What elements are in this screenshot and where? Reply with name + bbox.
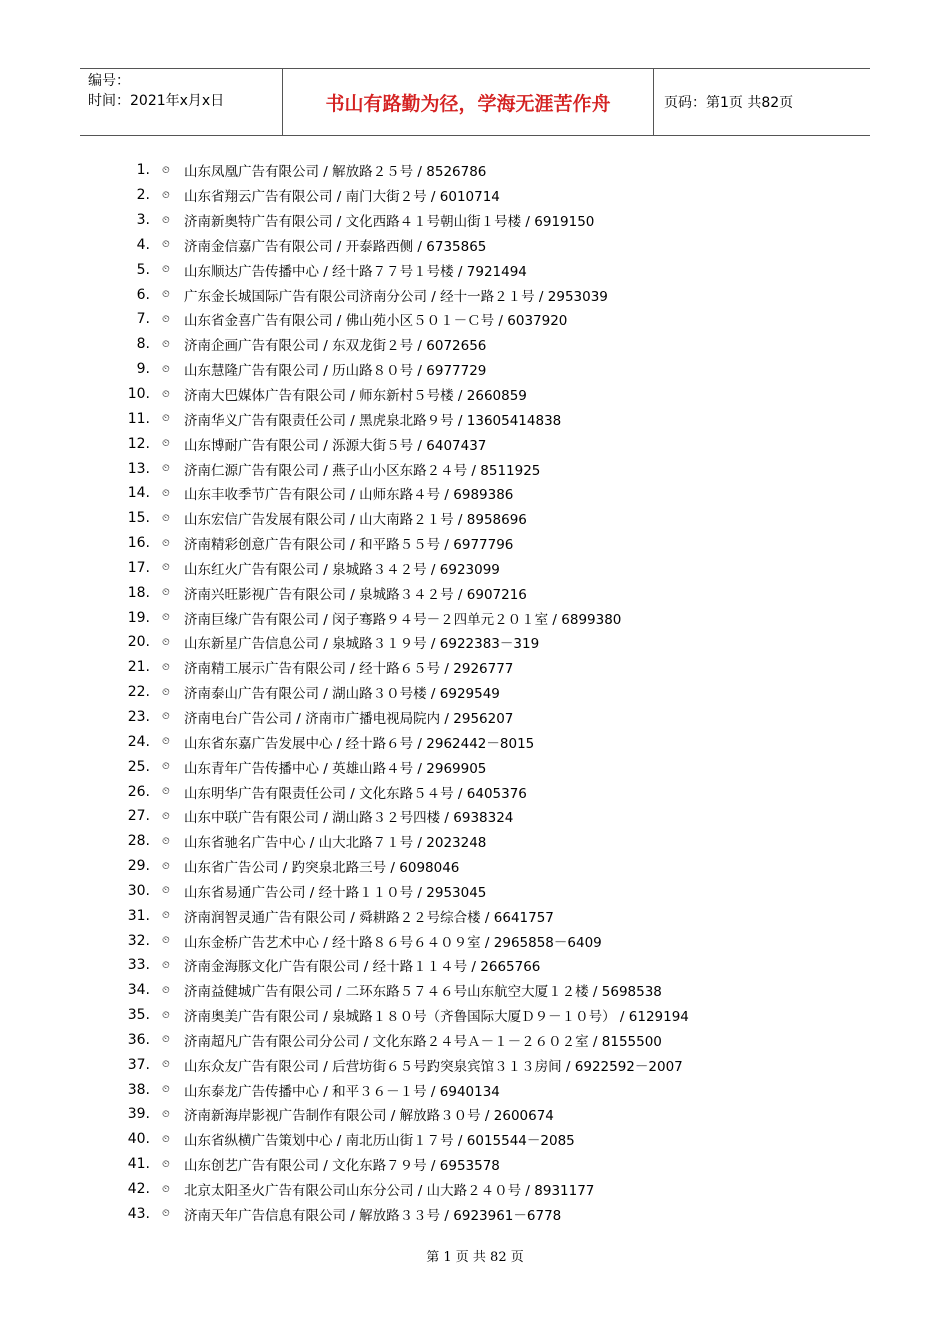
list-item-text: 山东明华广告有限责任公司 / 文化东路５４号 / 6405376 (184, 785, 527, 802)
header-motto: 书山有路勤为径，学海无涯苦作舟 (282, 69, 654, 135)
list-item-number: 14. (127, 485, 150, 502)
list-item (0, 829, 950, 854)
clock-icon: ⏲ (162, 1108, 170, 1120)
list-item-text: 山东金桥广告艺术中心 / 经十路８６号６４０９室 / 2965858－6409 (184, 934, 602, 951)
clock-icon: ⏲ (162, 835, 170, 847)
list-item-number: 20. (127, 634, 150, 651)
list-item-number: 11. (127, 410, 150, 427)
list-item-text: 济南精工展示广告有限公司 / 经十路６５号 / 2926777 (184, 661, 514, 678)
list-item-number: 32. (127, 932, 150, 949)
list-item (0, 406, 950, 431)
company-list (0, 158, 950, 1226)
clock-icon: ⏲ (162, 363, 170, 375)
list-item (0, 680, 950, 705)
header-page-info: 页码：第1页 共82页 (664, 95, 794, 111)
list-item-number: 4. (136, 236, 150, 253)
clock-icon: ⏲ (162, 562, 170, 574)
clock-icon: ⏲ (162, 189, 170, 201)
page-footer: 第 1 页 共 82 页 (426, 1250, 524, 1265)
list-item-number: 21. (127, 659, 150, 676)
list-item (0, 382, 950, 407)
list-item (0, 754, 950, 779)
list-item-text: 山东省易通广告公司 / 经十路１１０号 / 2953045 (184, 884, 487, 901)
list-item (0, 1028, 950, 1053)
list-item-number: 42. (127, 1181, 150, 1198)
list-item (0, 233, 950, 258)
list-item-text: 济南金海豚文化广告有限公司 / 经十路１１４号 / 2665766 (184, 959, 541, 976)
list-item-text: 山东顺达广告传播中心 / 经十路７７号１号楼 / 7921494 (184, 263, 527, 280)
clock-icon: ⏲ (162, 388, 170, 400)
list-item (0, 1177, 950, 1202)
list-item-number: 43. (127, 1205, 150, 1222)
list-item-number: 29. (127, 858, 150, 875)
list-item (0, 903, 950, 928)
clock-icon: ⏲ (162, 338, 170, 350)
clock-icon: ⏲ (162, 1059, 170, 1071)
list-item-number: 36. (127, 1031, 150, 1048)
clock-icon: ⏲ (162, 686, 170, 698)
list-item (0, 208, 950, 233)
list-item (0, 1077, 950, 1102)
list-item (0, 307, 950, 332)
list-item-number: 2. (136, 187, 150, 204)
list-item-number: 1. (136, 162, 150, 179)
list-item-text: 山东红火广告有限公司 / 泉城路３４２号 / 6923099 (184, 561, 500, 578)
clock-icon: ⏲ (162, 164, 170, 176)
list-item-text: 济南润智灵通广告有限公司 / 舜耕路２２号综合楼 / 6641757 (184, 909, 554, 926)
list-item-text: 济南金信嘉广告有限公司 / 开泰路西侧 / 6735865 (184, 238, 487, 255)
list-item-number: 31. (127, 907, 150, 924)
clock-icon: ⏲ (162, 1183, 170, 1195)
clock-icon: ⏲ (162, 984, 170, 996)
list-item-number: 3. (136, 212, 150, 229)
clock-icon: ⏲ (162, 810, 170, 822)
list-item-text: 山东泰龙广告传播中心 / 和平３６－１号 / 6940134 (184, 1083, 500, 1100)
list-item (0, 630, 950, 655)
clock-icon: ⏲ (162, 860, 170, 872)
list-item (0, 779, 950, 804)
clock-icon: ⏲ (162, 786, 170, 798)
clock-icon: ⏲ (162, 711, 170, 723)
clock-icon: ⏲ (162, 1133, 170, 1145)
list-item-number: 6. (136, 286, 150, 303)
clock-icon: ⏲ (162, 612, 170, 624)
clock-icon: ⏲ (162, 1208, 170, 1220)
list-item-number: 28. (127, 833, 150, 850)
list-item-number: 26. (127, 783, 150, 800)
clock-icon: ⏲ (162, 661, 170, 673)
list-item-text: 济南精彩创意广告有限公司 / 和平路５５号 / 6977796 (184, 537, 514, 554)
list-item-text: 济南电台广告公司 / 济南市广播电视局院内 / 2956207 (184, 710, 514, 727)
list-item-text: 济南新奥特广告有限公司 / 文化西路４１号朝山街１号楼 / 6919150 (184, 214, 595, 231)
clock-icon: ⏲ (162, 1084, 170, 1096)
list-item-number: 34. (127, 982, 150, 999)
list-item-number: 10. (127, 386, 150, 403)
list-item (0, 854, 950, 879)
clock-icon: ⏲ (162, 438, 170, 450)
list-item (0, 481, 950, 506)
list-item (0, 506, 950, 531)
list-item-number: 9. (136, 361, 150, 378)
list-item-text: 山东省纵横广告策划中心 / 南北历山街１７号 / 6015544－2085 (184, 1133, 575, 1150)
list-item-number: 13. (127, 460, 150, 477)
date-label: 时间：2021年x月x日 (88, 93, 225, 109)
list-item-text: 山东创艺广告有限公司 / 文化东路７９号 / 6953578 (184, 1158, 500, 1175)
list-item-number: 39. (127, 1106, 150, 1123)
clock-icon: ⏲ (162, 636, 170, 648)
clock-icon: ⏲ (162, 1009, 170, 1021)
list-item-number: 16. (127, 535, 150, 552)
list-item (0, 1102, 950, 1127)
list-item-text: 山东众友广告有限公司 / 后营坊街６５号趵突泉宾馆３１３房间 / 6922592－2007 (184, 1058, 683, 1075)
list-item-text: 山东青年广告传播中心 / 英雄山路４号 / 2969905 (184, 760, 487, 777)
list-item (0, 978, 950, 1003)
list-item-number: 23. (127, 708, 150, 725)
list-item-number: 5. (136, 261, 150, 278)
list-item (0, 655, 950, 680)
list-item-number: 40. (127, 1131, 150, 1148)
clock-icon: ⏲ (162, 1158, 170, 1170)
list-item (0, 1127, 950, 1152)
list-item-number: 27. (127, 808, 150, 825)
list-item-number: 37. (127, 1056, 150, 1073)
clock-icon: ⏲ (162, 264, 170, 276)
list-item (0, 1152, 950, 1177)
clock-icon: ⏲ (162, 537, 170, 549)
clock-icon: ⏲ (162, 736, 170, 748)
list-item-text: 山东省驰名广告中心 / 山大北路７１号 / 2023248 (184, 835, 487, 852)
clock-icon: ⏲ (162, 487, 170, 499)
clock-icon: ⏲ (162, 959, 170, 971)
list-item-text: 济南仁源广告有限公司 / 燕子山小区东路２４号 / 8511925 (184, 462, 541, 479)
header-meta (80, 69, 282, 135)
clock-icon: ⏲ (162, 239, 170, 251)
list-item-text: 山东省东嘉广告发展中心 / 经十路６号 / 2962442－8015 (184, 735, 535, 752)
list-item-text: 济南兴旺影视广告有限公司 / 泉城路３４２号 / 6907216 (184, 586, 527, 603)
list-item-text: 山东新星广告信息公司 / 泉城路３１９号 / 6922383－319 (184, 636, 540, 653)
clock-icon: ⏲ (162, 313, 170, 325)
list-item (0, 1201, 950, 1226)
list-item-text: 济南泰山广告有限公司 / 湖山路３０号楼 / 6929549 (184, 686, 500, 703)
list-item-number: 19. (127, 609, 150, 626)
page-header (80, 68, 870, 136)
list-item (0, 878, 950, 903)
list-item (0, 282, 950, 307)
list-item-text: 山东丰收季节广告有限公司 / 山师东路４号 / 6989386 (184, 487, 514, 504)
list-item (0, 729, 950, 754)
list-item (0, 1052, 950, 1077)
clock-icon: ⏲ (162, 1034, 170, 1046)
list-item-number: 24. (127, 733, 150, 750)
list-item (0, 456, 950, 481)
list-item (0, 1003, 950, 1028)
clock-icon: ⏲ (162, 761, 170, 773)
clock-icon: ⏲ (162, 935, 170, 947)
clock-icon: ⏲ (162, 910, 170, 922)
list-item-number: 30. (127, 882, 150, 899)
list-item-number: 38. (127, 1081, 150, 1098)
clock-icon: ⏲ (162, 214, 170, 226)
list-item-text: 济南超凡广告有限公司分公司 / 文化东路２４号Ａ－１－２６０２室 / 8155500 (184, 1033, 662, 1050)
list-item-text: 山东省翔云广告有限公司 / 南门大街２号 / 6010714 (184, 189, 500, 206)
clock-icon: ⏲ (162, 413, 170, 425)
list-item-number: 18. (127, 584, 150, 601)
clock-icon: ⏲ (162, 463, 170, 475)
list-item-number: 41. (127, 1156, 150, 1173)
list-item-text: 山东宏信广告发展有限公司 / 山大南路２１号 / 8958696 (184, 512, 527, 529)
list-item-text: 山东省广告公司 / 趵突泉北路三号 / 6098046 (184, 860, 460, 877)
list-item-text: 山东中联广告有限公司 / 湖山路３２号四楼 / 6938324 (184, 810, 514, 827)
list-item-text: 山东慧隆广告有限公司 / 历山路８０号 / 6977729 (184, 363, 487, 380)
list-item-text: 山东博耐广告有限公司 / 泺源大街５号 / 6407437 (184, 437, 487, 454)
list-item-text: 济南奥美广告有限公司 / 泉城路１８０号（齐鲁国际大厦Ｄ９－１０号） / 6129194 (184, 1009, 689, 1026)
list-item-text: 济南企画广告有限公司 / 东双龙街２号 / 6072656 (184, 338, 487, 355)
list-item (0, 183, 950, 208)
list-item-text: 济南大巴媒体广告有限公司 / 师东新村５号楼 / 2660859 (184, 388, 527, 405)
list-item (0, 804, 950, 829)
clock-icon: ⏲ (162, 512, 170, 524)
list-item-number: 15. (127, 510, 150, 527)
list-item (0, 332, 950, 357)
list-item-number: 33. (127, 957, 150, 974)
list-item-text: 广东金长城国际广告有限公司济南分公司 / 经十一路２１号 / 2953039 (184, 288, 608, 305)
list-item (0, 928, 950, 953)
list-item-number: 22. (127, 684, 150, 701)
list-item-text: 北京太阳圣火广告有限公司山东分公司 / 山大路２４０号 / 8931177 (184, 1183, 595, 1200)
list-item (0, 556, 950, 581)
clock-icon: ⏲ (162, 885, 170, 897)
list-item-text: 山东省金喜广告有限公司 / 佛山苑小区５０１－Ｃ号 / 6037920 (184, 313, 568, 330)
list-item-number: 8. (136, 336, 150, 353)
list-item-text: 济南天年广告信息有限公司 / 解放路３３号 / 6923961－6778 (184, 1207, 562, 1224)
list-item-number: 35. (127, 1007, 150, 1024)
list-item (0, 531, 950, 556)
list-item (0, 605, 950, 630)
list-item (0, 953, 950, 978)
list-item (0, 257, 950, 282)
list-item (0, 580, 950, 605)
list-item-number: 7. (136, 311, 150, 328)
list-item (0, 705, 950, 730)
list-item (0, 357, 950, 382)
list-item-number: 25. (127, 758, 150, 775)
list-item (0, 158, 950, 183)
list-item (0, 431, 950, 456)
clock-icon: ⏲ (162, 587, 170, 599)
clock-icon: ⏲ (162, 289, 170, 301)
list-item-text: 济南益健城广告有限公司 / 二环东路５７４６号山东航空大厦１２楼 / 5698538 (184, 984, 662, 1001)
code-label: 编号： (88, 73, 130, 89)
list-item-text: 济南华义广告有限责任公司 / 黑虎泉北路９号 / 13605414838 (184, 412, 562, 429)
list-item-number: 12. (127, 435, 150, 452)
list-item-text: 济南新海岸影视广告制作有限公司 / 解放路３０号 / 2600674 (184, 1108, 554, 1125)
list-item-number: 17. (127, 559, 150, 576)
list-item-text: 济南巨缘广告有限公司 / 闵子骞路９４号－２四单元２０１室 / 6899380 (184, 611, 622, 628)
list-item-text: 山东凤凰广告有限公司 / 解放路２５号 / 8526786 (184, 164, 487, 181)
